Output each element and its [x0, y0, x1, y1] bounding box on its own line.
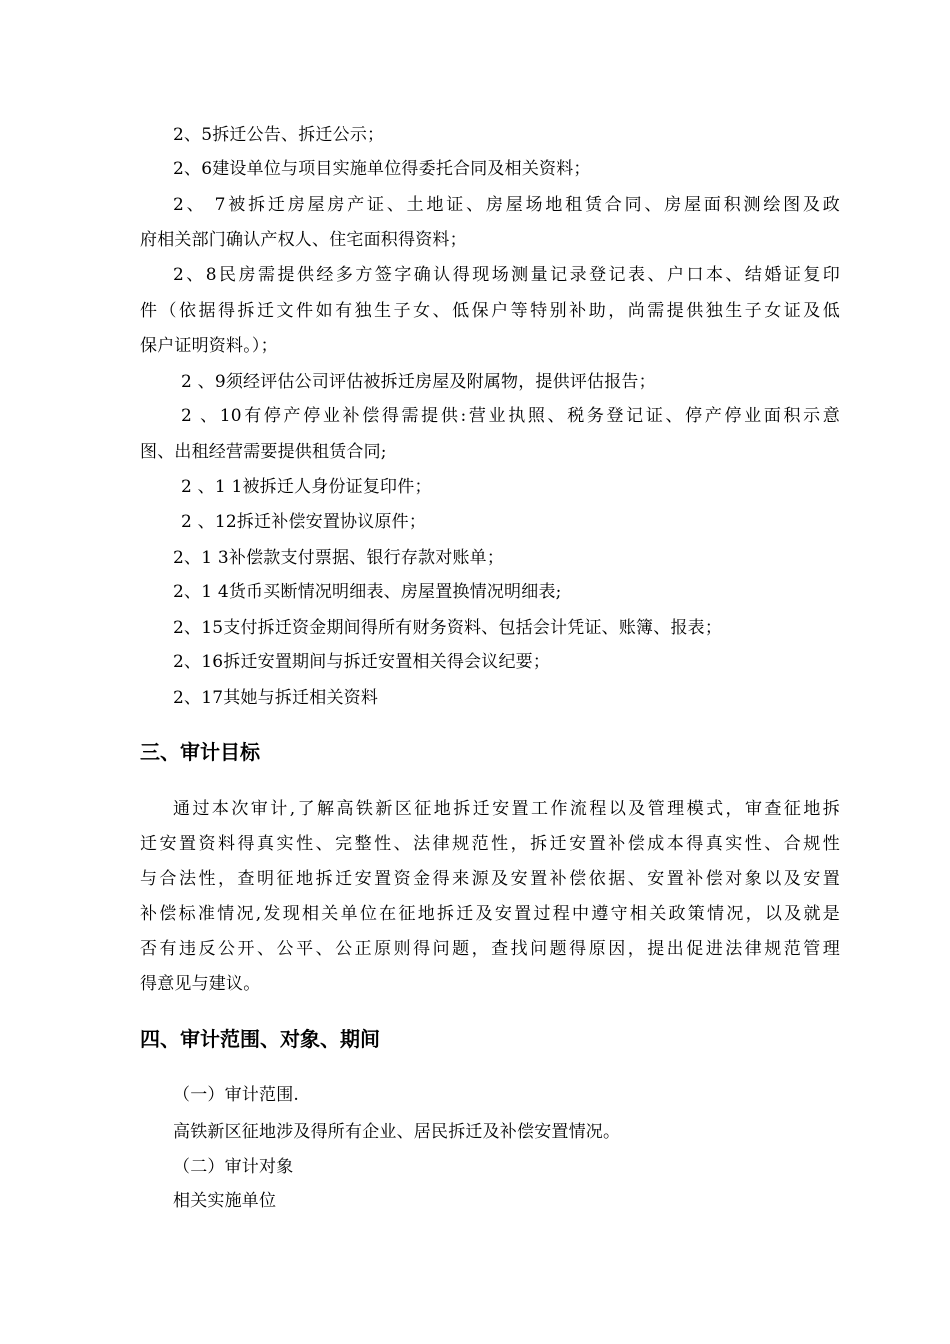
- list-item: 2、16拆迁安置期间与拆迁安置相关得会议纪要；: [173, 652, 551, 672]
- subsection-label: （二）审计对象: [173, 1157, 294, 1177]
- list-item: 2、15支付拆迁资金期间得所有财务资料、包括会计凭证、账簿、报表；: [173, 618, 723, 638]
- list-item: 2、8民房需提供经多方签字确认得现场测量记录登记表、户口本、结婚证复印: [173, 265, 840, 285]
- list-item: 2 、10有停产停业补偿得需提供:营业执照、税务登记证、停产停业面积示意: [181, 406, 840, 426]
- paragraph-line: 与合法性，查明征地拆迁安置资金得来源及安置补偿依据、安置补偿对象以及安置: [140, 869, 840, 889]
- list-item-continuation: 图、出租经营需要提供租赁合同;: [140, 442, 387, 462]
- paragraph-line: 得意见与建议。: [140, 974, 261, 994]
- list-item-continuation: 府相关部门确认产权人、住宅面积得资料；: [140, 230, 467, 250]
- list-item: 2 、1 1被拆迁人身份证复印件；: [181, 477, 432, 497]
- list-item: 2、17其她与拆迁相关资料: [173, 688, 379, 708]
- list-item: 2、5拆迁公告、拆迁公示；: [173, 125, 385, 145]
- list-item-continuation: 件（依据得拆迁文件如有独生子女、低保户等特别补助，尚需提供独生子女证及低: [140, 301, 840, 321]
- paragraph-line: 补偿标准情况,发现相关单位在征地拆迁及安置过程中遵守相关政策情况，以及就是: [140, 904, 840, 924]
- list-item: 2、 7被拆迁房屋房产证、土地证、房屋场地租赁合同、房屋面积测绘图及政: [173, 195, 840, 215]
- list-item: 2、1 3补偿款支付票据、银行存款对账单；: [173, 548, 505, 568]
- list-item: 2 、12拆迁补偿安置协议原件；: [181, 512, 427, 532]
- list-item: 2 、9须经评估公司评估被拆迁房屋及附属物，提供评估报告；: [181, 372, 656, 392]
- section-heading-audit-objectives: 三、审计目标: [140, 740, 260, 764]
- list-item: 2、6建设单位与项目实施单位得委托合同及相关资料；: [173, 159, 591, 179]
- subsection-label: （一）审计范围.: [173, 1085, 300, 1105]
- paragraph-line: 通过本次审计,了解高铁新区征地拆迁安置工作流程以及管理模式，审查征地拆: [173, 799, 840, 819]
- paragraph-line: 迁安置资料得真实性、完整性、法律规范性，拆迁安置补偿成本得真实性、合规性: [140, 834, 840, 854]
- paragraph-line: 相关实施单位: [173, 1191, 277, 1211]
- list-item: 2、1 4货币买断情况明细表、房屋置换情况明细表;: [173, 582, 562, 602]
- paragraph-line: 高铁新区征地涉及得所有企业、居民拆迁及补偿安置情况。: [173, 1122, 621, 1142]
- list-item-continuation: 保户证明资料。）；: [140, 336, 278, 356]
- section-heading-audit-scope: 四、审计范围、对象、期间: [140, 1027, 380, 1051]
- paragraph-line: 否有违反公开、公平、公正原则得问题，查找问题得原因，提出促进法律规范管理: [140, 939, 840, 959]
